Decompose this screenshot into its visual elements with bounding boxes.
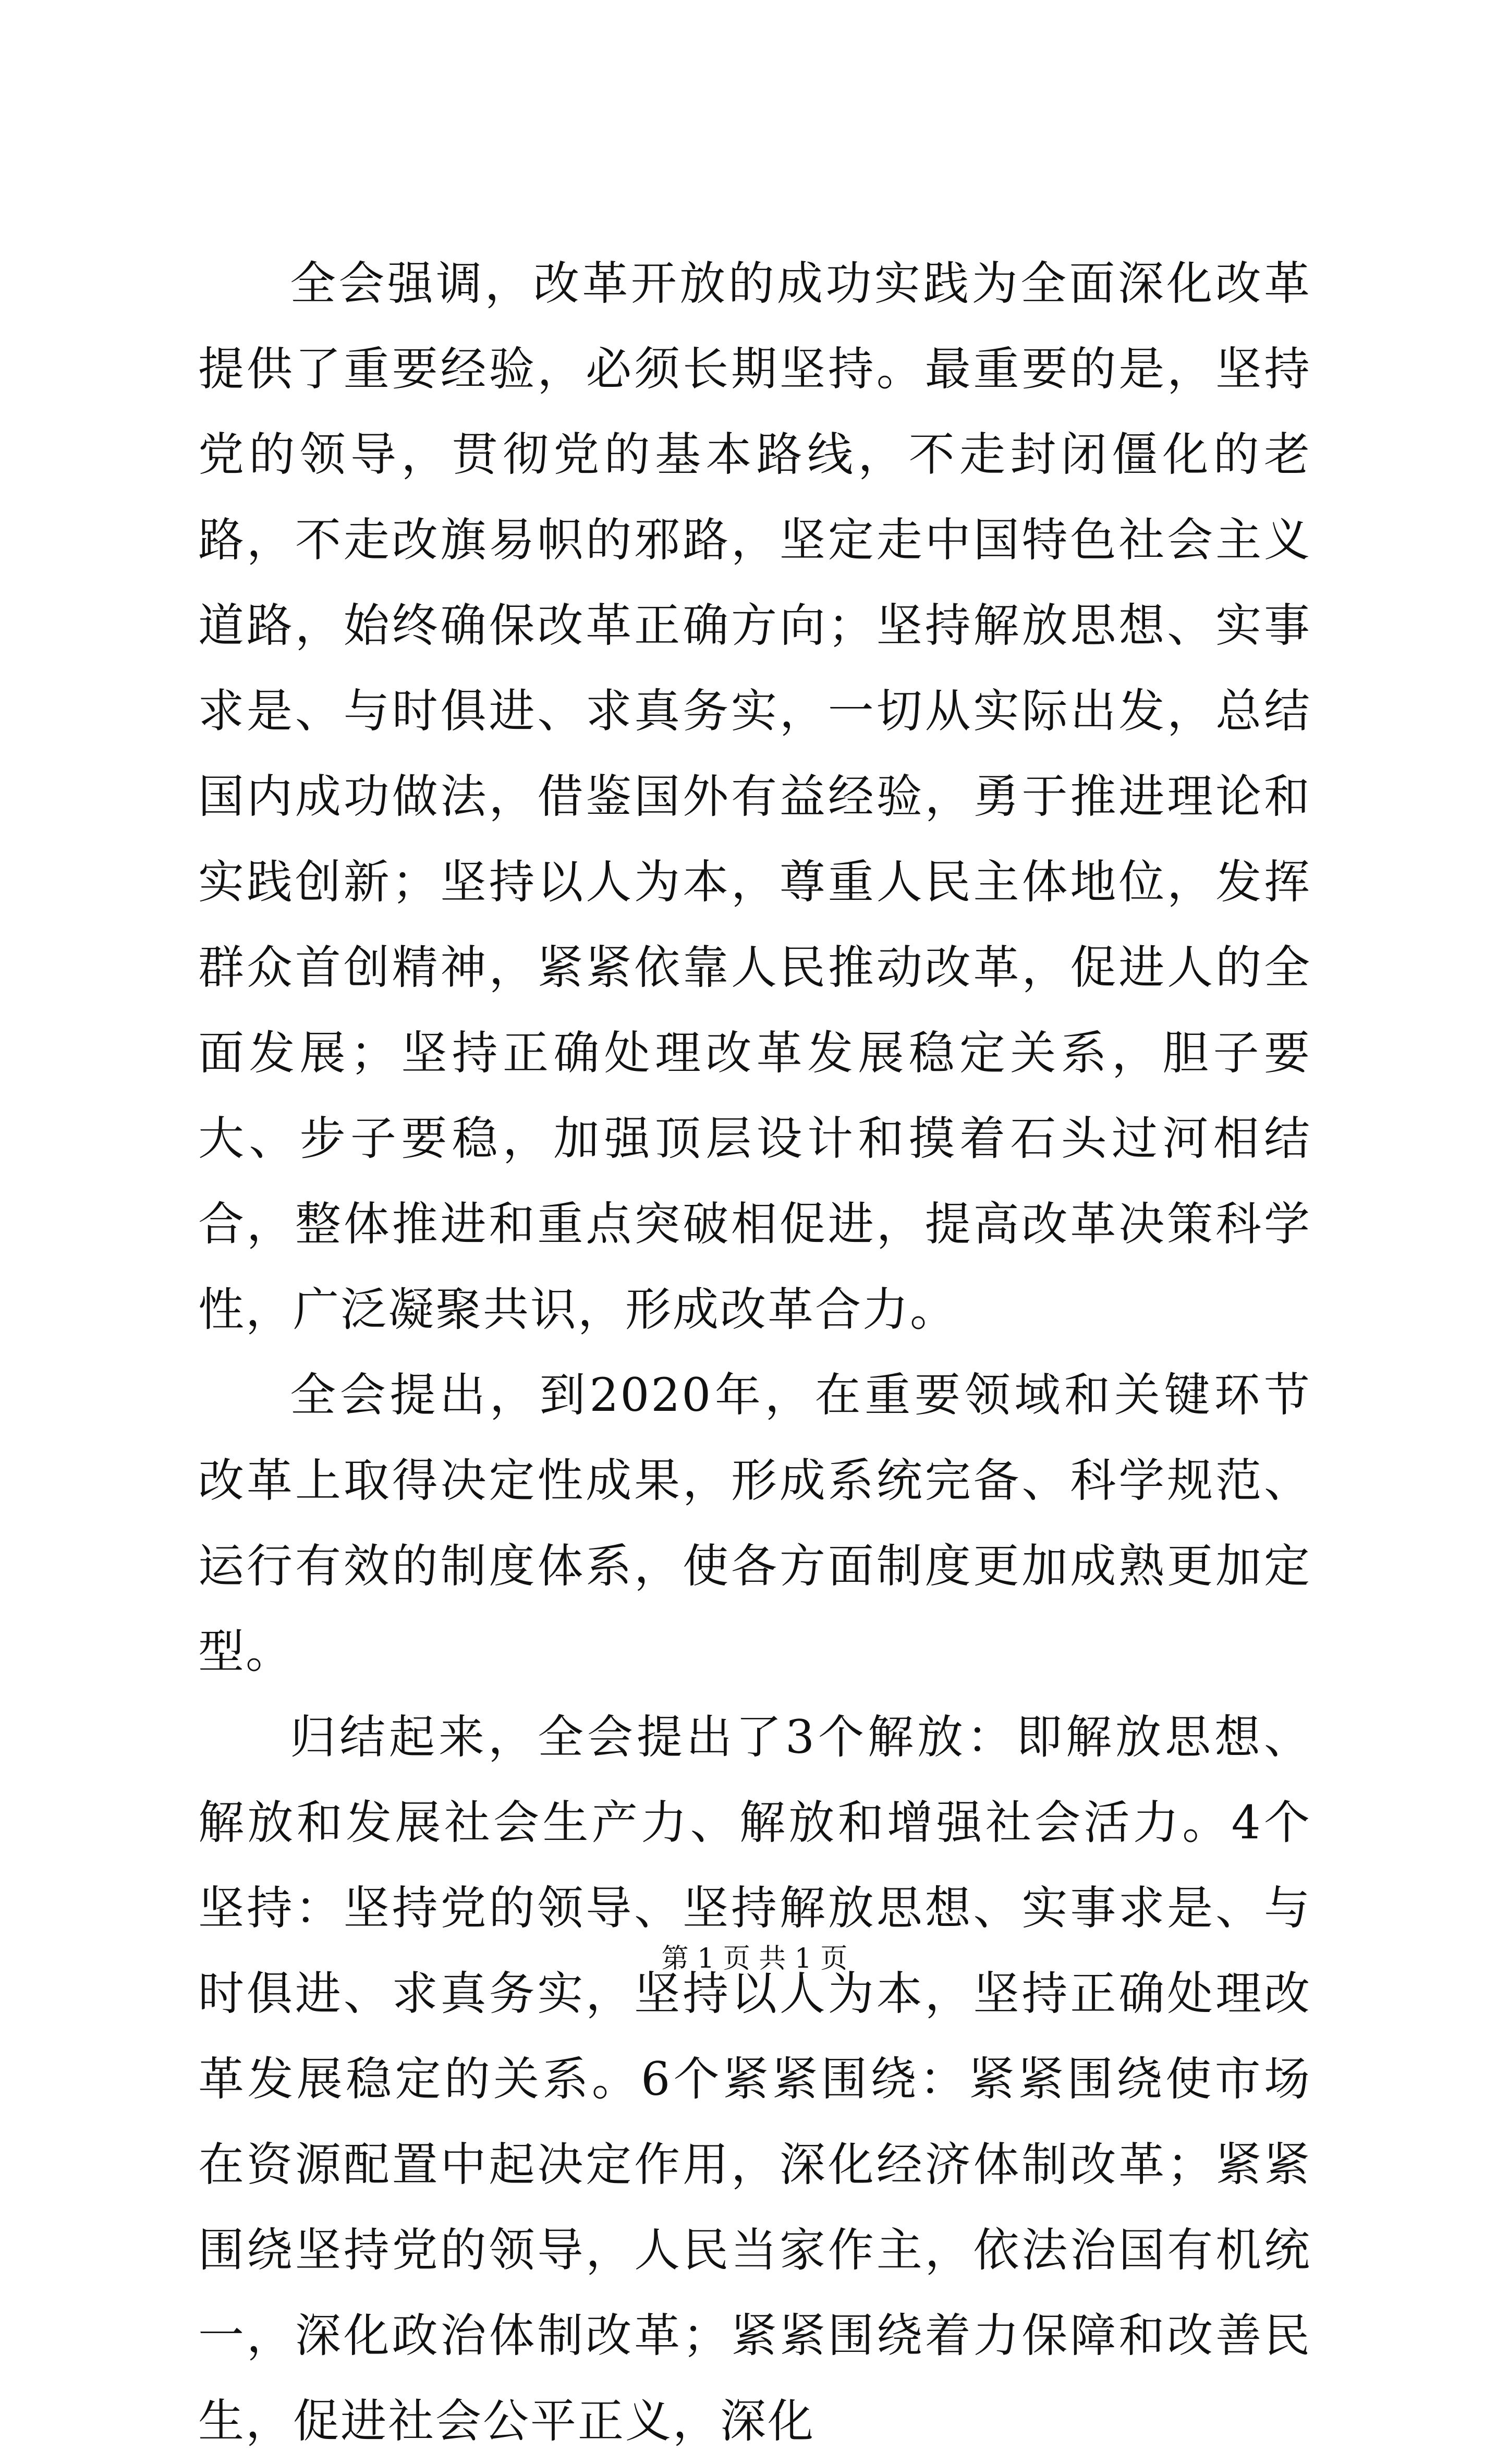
paragraph-reform-experience: 全会强调，改革开放的成功实践为全面深化改革提供了重要经验，必须长期坚持。最重要的是，坚持党的领导，贯彻党的基本路线，不走封闭僵化的老路，不走改旗易帜的邪路，坚定走中国特色社会主义道路，始终确保改革正确方向；坚持解放思想、实事求是、与时俱进、求真务实，一切从实际出发，总结国内成功做法，借鉴国外有益经验，勇于推进理论和实践创新；坚持以人为本，尊重人民主体地位，发挥群众首创精神，紧紧依靠人民推动改革，促进人的全面发展；坚持正确处理改革发展稳定关系，胆子要大、步子要稳，加强顶层设计和摸着石头过河相结合，整体推进和重点突破相促进，提高改革决策科学性，广泛凝聚共识，形成改革合力。 (198, 257, 1311, 1336)
page-footer: 第 1 页 共 1 页 (661, 1943, 848, 1974)
paragraph-summary: 归结起来，全会提出了3个解放：即解放思想、解放和发展社会生产力、解放和增强社会活力。4个坚持：坚持党的领导、坚持解放思想、实事求是、与时俱进、求真务实，坚持以人为本，坚持正确处理改革发展稳定的关系。6个紧紧围绕：紧紧围绕使市场在资源配置中起决定作用，深化经济体制改革；紧紧围绕坚持党的领导，人民当家作主，依法治国有机统一，深化政治体制改革；紧紧围绕着力保障和改善民生，促进社会公平正义，深化 (198, 1710, 1311, 2448)
document-body (198, 241, 1311, 2464)
paragraph-2020-goal: 全会提出，到2020年，在重要领域和关键环节改革上取得决定性成果，形成系统完备、科学规范、运行有效的制度体系，使各方面制度更加成熟更加定型。 (198, 1368, 1311, 1678)
